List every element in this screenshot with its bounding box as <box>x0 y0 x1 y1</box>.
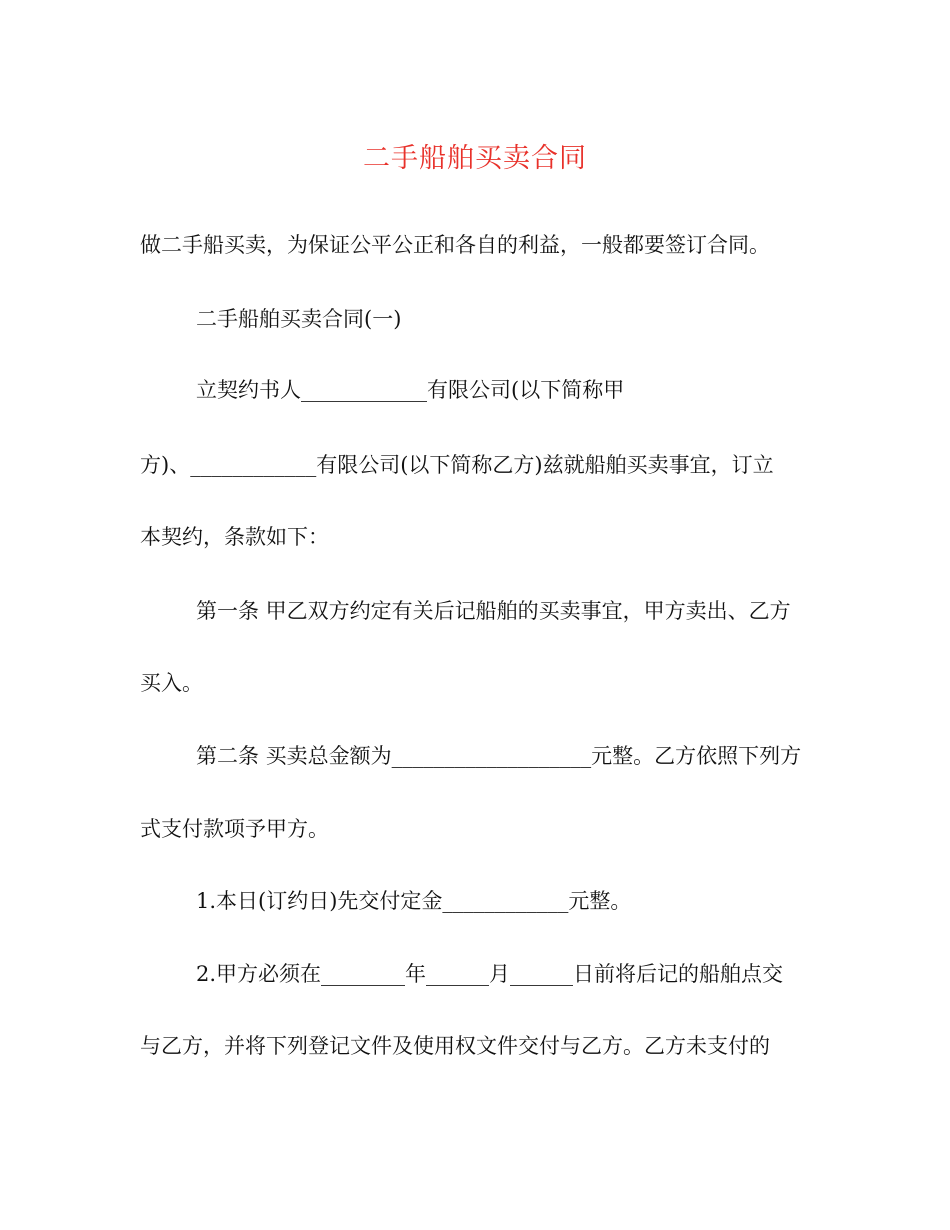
article-1-line: 第一条 甲乙双方约定有关后记船舶的买卖事宜，甲方卖出、乙方 <box>196 599 791 623</box>
clause-1-line: 1.本日(订约日)先交付定金____________元整。 <box>196 889 632 913</box>
paragraph-line: 立契约书人____________有限公司(以下简称甲 <box>196 378 625 402</box>
article-2-line: 第二条 买卖总金额为___________________元整。乙方依照下列方 <box>196 744 802 768</box>
document-title: 二手船舶买卖合同 <box>363 143 587 174</box>
article-1-line: 买入。 <box>140 671 203 695</box>
article-2-line: 式支付款项予甲方。 <box>140 817 329 841</box>
contract-subtitle: 二手船舶买卖合同(一) <box>196 307 402 331</box>
paragraph-line: 本契约，条款如下： <box>140 525 329 549</box>
intro-paragraph: 做二手船买卖，为保证公平公正和各自的利益，一般都要签订合同。 <box>140 233 770 257</box>
clause-2-line: 与乙方，并将下列登记文件及使用权文件交付与乙方。乙方未支付的 <box>140 1034 770 1058</box>
clause-2-line: 2.甲方必须在________年______月______日前将后记的船舶点交 <box>196 962 784 986</box>
paragraph-line: 方)、____________有限公司(以下简称乙方)兹就船舶买卖事宜，订立 <box>140 453 774 477</box>
